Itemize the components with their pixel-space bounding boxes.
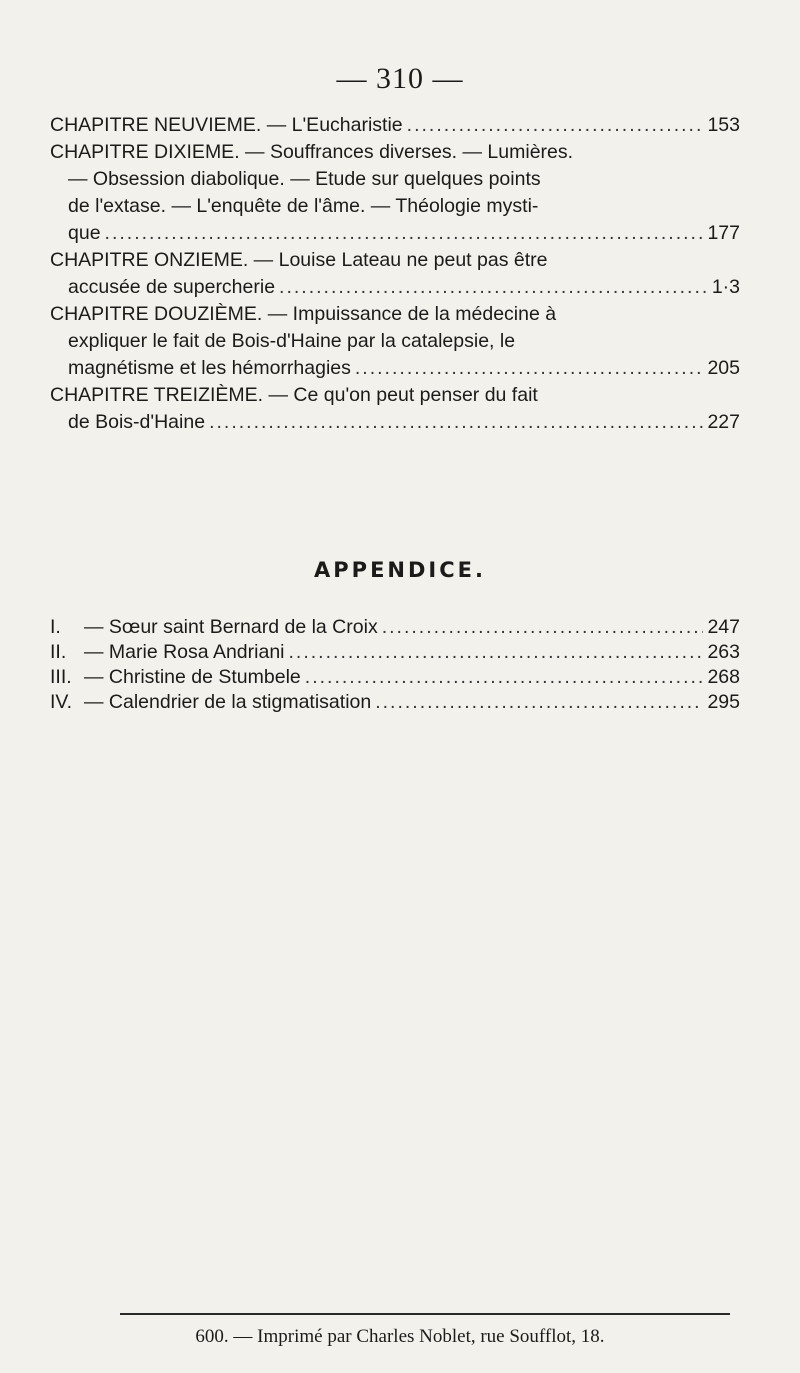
toc-page-number: 177 [707, 222, 740, 244]
appendix-item-text: — Sœur saint Bernard de la Croix [84, 616, 378, 638]
toc-entry-text: que [68, 222, 101, 244]
toc-page-number: 205 [707, 357, 740, 379]
toc-entry-line [50, 112, 740, 139]
appendix-item-number: II. [50, 641, 67, 663]
appendix-item [50, 665, 740, 690]
toc-entry-text: CHAPITRE ONZIEME. — Louise Lateau ne peut pas être [50, 249, 548, 271]
toc-entry-line [50, 220, 740, 247]
toc-entry-text: CHAPITRE TREIZIÈME. — Ce qu'on peut penser du fait [50, 384, 538, 406]
toc-entry-line [50, 328, 740, 355]
toc-entry-line [50, 274, 740, 301]
toc-entry-text: accusée de supercherie [68, 276, 276, 298]
appendix-page-number: 247 [707, 616, 740, 638]
toc-entry-text: de l'extase. — L'enquête de l'âme. — Théologie mysti- [68, 195, 539, 217]
dot-leader [355, 355, 704, 382]
appendix-list [50, 615, 740, 715]
toc-entry-text: de Bois-d'Haine [68, 411, 206, 433]
toc-entry-text: CHAPITRE DIXIEME. — Souffrances diverses. — Lumières. [50, 141, 574, 163]
appendix-item-text: — Marie Rosa Andriani [84, 641, 285, 663]
dot-leader [105, 220, 704, 247]
toc-entry [50, 247, 740, 301]
dot-leader [289, 640, 704, 665]
toc-entry-line [50, 247, 740, 274]
footer-rule [120, 1313, 730, 1315]
dot-leader [382, 615, 704, 640]
appendix-item [50, 615, 740, 640]
dot-leader [279, 274, 708, 301]
dot-leader [305, 665, 704, 690]
dot-leader [209, 409, 703, 436]
appendix-item-text: — Calendrier de la stigmatisation [84, 691, 372, 713]
appendix-item [50, 690, 740, 715]
toc-entry-text: CHAPITRE DOUZIÈME. — Impuissance de la médecine à [50, 303, 557, 325]
toc-page-number: 227 [707, 411, 740, 433]
toc-entry-line [50, 193, 740, 220]
toc-entry-line [50, 382, 740, 409]
toc-entry-text: CHAPITRE NEUVIEME. — L'Eucharistie [50, 114, 403, 136]
appendix-item-text: — Christine de Stumbele [84, 666, 301, 688]
toc-page-number: 153 [707, 114, 740, 136]
appendix-item-number: III. [50, 666, 72, 688]
appendix-title: APPENDICE. [314, 558, 486, 582]
toc-entry-text: magnétisme et les hémorrhagies [68, 357, 351, 379]
printer-imprint: 600. — Imprimé par Charles Noblet, rue Soufflot, 18. [195, 1326, 605, 1347]
appendix-item-number: IV. [50, 691, 73, 713]
page-number: — 310 — [336, 62, 464, 95]
dot-leader [407, 112, 704, 139]
toc-entry [50, 382, 740, 436]
toc-entry-line [50, 409, 740, 436]
appendix-page-number: 263 [707, 641, 740, 663]
toc-entry-text: expliquer le fait de Bois-d'Haine par la catalepsie, le [68, 330, 516, 352]
toc-entry-line [50, 355, 740, 382]
appendix-item [50, 640, 740, 665]
appendix-page-number: 268 [707, 666, 740, 688]
toc-page-number: 1·3 [711, 276, 740, 298]
appendix-page-number: 295 [707, 691, 740, 713]
toc-entry-line [50, 166, 740, 193]
toc-entry [50, 139, 740, 247]
toc-entry [50, 301, 740, 382]
dot-leader [375, 690, 703, 715]
table-of-contents [50, 112, 740, 436]
toc-entry-line [50, 139, 740, 166]
toc-entry-text: — Obsession diabolique. — Etude sur quelques points [68, 168, 541, 190]
toc-entry-line [50, 301, 740, 328]
toc-entry [50, 112, 740, 139]
appendix-item-number: I. [50, 616, 61, 638]
